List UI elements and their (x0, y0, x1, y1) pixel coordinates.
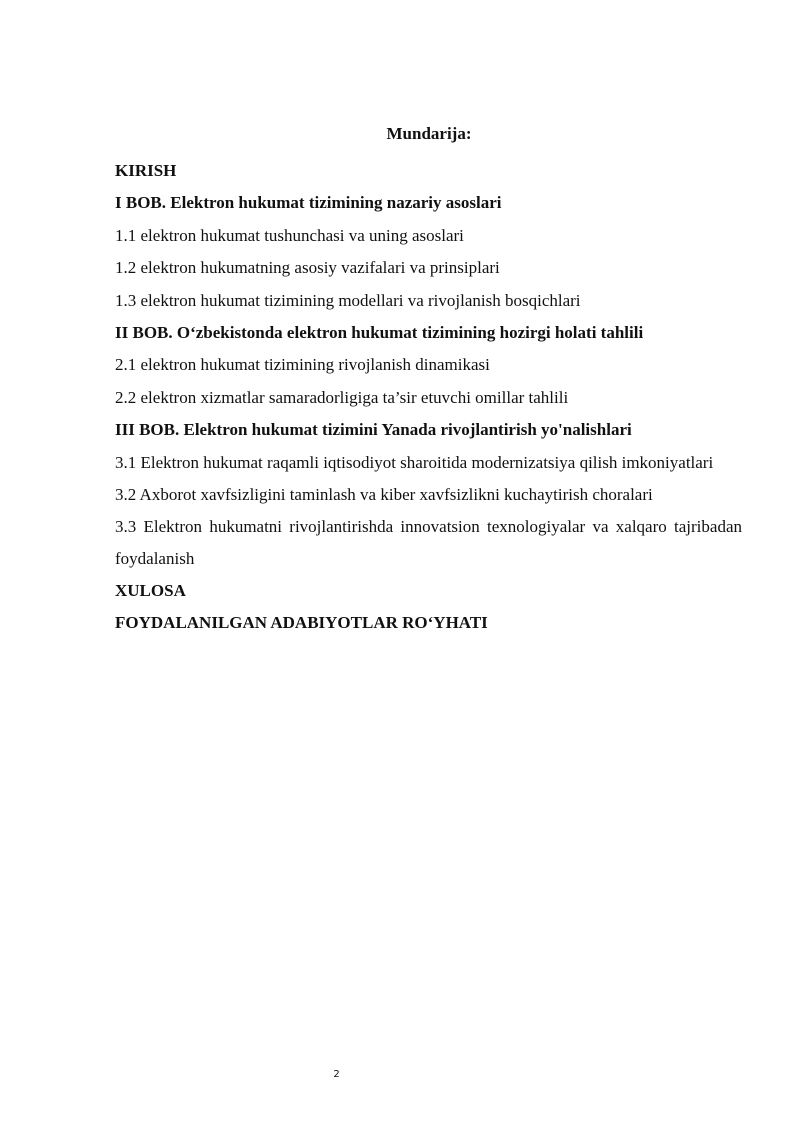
toc-section-1-1: 1.1 elektron hukumat tushunchasi va uning asoslari (115, 225, 464, 245)
table-of-contents (115, 155, 742, 640)
toc-entry-conclusion: XULOSA (115, 581, 186, 601)
toc-entry-introduction: KIRISH (115, 161, 177, 180)
page-number: 2 (333, 1069, 340, 1080)
toc-chapter-3: III BOB. Elektron hukumat tizimini Yanada rivojlantirish yo'nalishlari (115, 420, 632, 440)
toc-section-2-2: 2.2 elektron xizmatlar samaradorligiga ta’sir etuvchi omillar tahlili (115, 387, 569, 407)
toc-chapter-2: II BOB. O‘zbekistonda elektron hukumat tizimining hozirgi holati tahlili (115, 323, 644, 343)
toc-section-3-1: 3.1 Elektron hukumat raqamli iqtisodiyot sharoitida modernizatsiya qilish imkoniyatlari (115, 452, 714, 472)
toc-section-3-2: 3.2 Axborot xavfsizligini taminlash va kiber xavfsizlikni kuchaytirish choralari (115, 484, 653, 504)
toc-chapter-1: I BOB. Elektron hukumat tizimining nazariy asoslari (115, 193, 502, 213)
table-of-contents-title: Mundarija: (386, 124, 472, 143)
toc-section-2-1: 2.1 elektron hukumat tizimining rivojlanish dinamikasi (115, 355, 490, 375)
toc-section-1-3: 1.3 elektron hukumat tizimining modellari va rivojlanish bosqichlari (115, 290, 581, 310)
toc-section-3-3: 3.3 Elektron hukumatni rivojlantirishda innovatsion texnologiyalar va xalqaro tajribadan foydalanish (115, 517, 742, 569)
toc-entry-references: FOYDALANILGAN ADABIYOTLAR RO‘YHATI (115, 613, 488, 633)
toc-section-1-2: 1.2 elektron hukumatning asosiy vazifalari va prinsiplari (115, 258, 500, 278)
